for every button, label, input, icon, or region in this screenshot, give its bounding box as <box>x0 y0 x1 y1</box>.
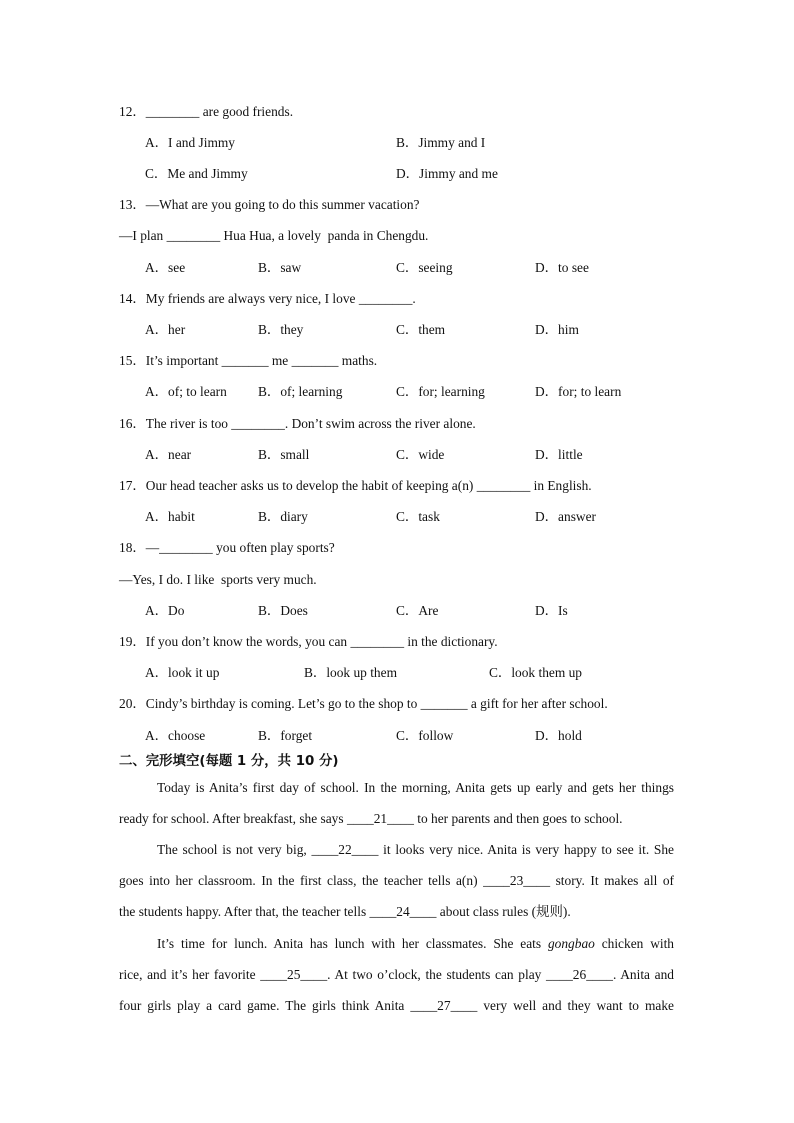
question-16 <box>119 415 794 433</box>
question-20 <box>119 695 794 713</box>
option-c: C．Are <box>396 603 439 618</box>
paragraph-line: The school is not very big, ____22____ it looks very nice. Anita is very happy to see it. She <box>157 842 674 857</box>
option-a: A．see <box>145 260 186 275</box>
paragraph-line: It’s time for lunch. Anita has lunch with her classmates. She eats gongbao chicken with <box>157 936 675 951</box>
question-12 <box>119 103 794 121</box>
option-d: D．him <box>535 322 579 337</box>
option-b: B．Does <box>258 603 308 618</box>
option-a: A．Do <box>145 603 185 618</box>
question-stem: ________ are good friends. <box>145 104 294 119</box>
question-number: 20． <box>119 696 146 711</box>
question-stem-continued: —Yes, I do. I like sports very much. <box>119 572 317 587</box>
question-number: 19． <box>119 634 146 649</box>
question-17 <box>119 477 794 495</box>
question-15 <box>119 352 794 370</box>
question-number: 17． <box>119 478 146 493</box>
option-b: B．look up them <box>304 665 397 680</box>
question-stem: The river is too ________. Don’t swim across the river alone. <box>145 416 476 431</box>
question-stem: Cindy’s birthday is coming. Let’s go to the shop to _______ a gift for her after school. <box>145 696 608 711</box>
question-stem: It’s important _______ me _______ maths. <box>145 353 378 368</box>
question-number: 13． <box>119 197 146 212</box>
paragraph-line: rice, and it’s her favorite ____25____. At two o’clock, the students can play ____26____. Anita and <box>119 967 675 982</box>
question-13 <box>119 196 794 214</box>
option-c: C．Me and Jimmy <box>145 166 248 181</box>
option-b: B．small <box>258 447 310 462</box>
question-number: 18． <box>119 540 146 555</box>
option-a: A．look it up <box>145 665 220 680</box>
option-a: A．near <box>145 447 192 462</box>
question-stem: Our head teacher asks us to develop the habit of keeping a(n) ________ in English. <box>145 478 592 493</box>
question-stem-continued: —I plan ________ Hua Hua, a lovely panda in Chengdu. <box>119 228 429 243</box>
paragraph-line: Today is Anita’s first day of school. In the morning, Anita gets up early and gets her things <box>157 780 674 795</box>
paragraph-line: ready for school. After breakfast, she says ____21____ to her parents and then goes to school. <box>119 811 623 826</box>
question-18 <box>119 539 794 557</box>
question-stem: If you don’t know the words, you can ________ in the dictionary. <box>145 634 498 649</box>
blank-21: ____21____ <box>346 811 414 826</box>
option-c: C．look them up <box>489 665 582 680</box>
blank-23: ____23____ <box>483 873 551 888</box>
option-c: C．wide <box>396 447 445 462</box>
option-b: B．diary <box>258 509 308 524</box>
question-14 <box>119 290 794 308</box>
option-d: D．Jimmy and me <box>396 166 498 181</box>
option-a: A．of; to learn <box>145 384 227 399</box>
option-b: B．of; learning <box>258 384 343 399</box>
option-d: D．Is <box>535 603 568 618</box>
option-b: B．forget <box>258 728 313 743</box>
option-a: A．habit <box>145 509 195 524</box>
blank-24: ____24____ <box>369 904 437 919</box>
question-number: 15． <box>119 353 146 368</box>
option-b: B．saw <box>258 260 302 275</box>
option-b: B．Jimmy and I <box>396 135 486 150</box>
option-b: B．they <box>258 322 304 337</box>
paragraph-line: the students happy. After that, the teacher tells ____24____ about class rules (规则). <box>119 904 571 919</box>
option-c: C．follow <box>396 728 454 743</box>
question-stem: —What are you going to do this summer vacation? <box>145 197 420 212</box>
option-c: C．seeing <box>396 260 453 275</box>
blank-26: ____26____ <box>546 967 613 982</box>
option-a: A．I and Jimmy <box>145 135 236 150</box>
option-d: D．answer <box>535 509 596 524</box>
blank-22: ____22____ <box>311 842 379 857</box>
option-c: C．task <box>396 509 440 524</box>
option-d: D．little <box>535 447 583 462</box>
question-stem: My friends are always very nice, I love ________. <box>145 291 416 306</box>
paragraph-line: goes into her classroom. In the first class, the teacher tells a(n) ____23____ story. It makes all of <box>119 873 674 888</box>
blank-25: ____25____ <box>260 967 328 982</box>
question-number: 16． <box>119 416 146 431</box>
question-stem: —________ you often play sports? <box>145 540 335 555</box>
option-d: D．hold <box>535 728 582 743</box>
option-a: A．her <box>145 322 186 337</box>
option-d: D．for; to learn <box>535 384 622 399</box>
italic-term: gongbao <box>547 936 595 951</box>
section-heading: 二、完形填空(每题 1 分，共 10 分) <box>119 754 339 769</box>
question-number: 14． <box>119 291 146 306</box>
option-c: C．them <box>396 322 446 337</box>
question-number: 12． <box>119 104 146 119</box>
paragraph-line: four girls play a card game. The girls think Anita ____27____ very well and they want to make <box>119 998 674 1013</box>
blank-27: ____27____ <box>410 998 478 1013</box>
option-a: A．choose <box>145 728 206 743</box>
option-c: C．for; learning <box>396 384 485 399</box>
question-19 <box>119 633 794 651</box>
option-d: D．to see <box>535 260 589 275</box>
